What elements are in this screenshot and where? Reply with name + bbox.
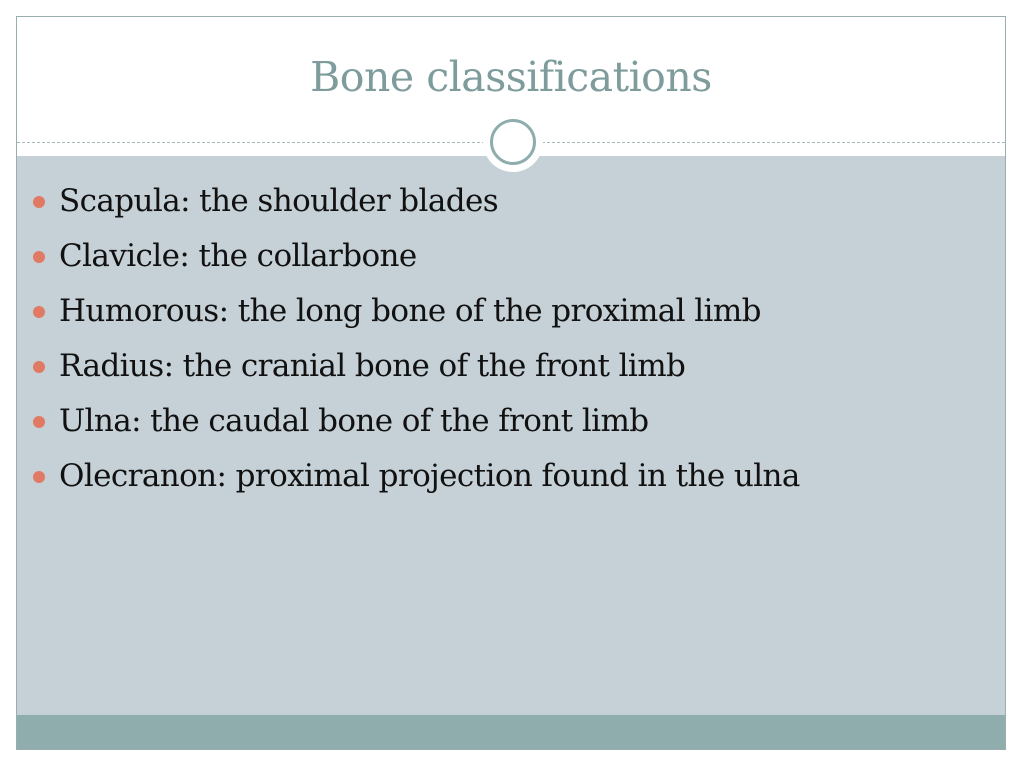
bullet-dot-icon [33, 471, 45, 483]
bullet-text: Scapula: the shoulder blades [59, 183, 499, 219]
bullet-dot-icon [33, 361, 45, 373]
footer-band [17, 715, 1005, 749]
list-item [30, 343, 800, 398]
bullet-text: Olecranon: proximal projection found in the ulna [59, 458, 800, 494]
bullet-text: Radius: the cranial bone of the front limb [59, 348, 686, 384]
list-item [30, 233, 800, 288]
list-item [30, 178, 800, 233]
bullet-list [30, 178, 800, 508]
bullet-text: Humorous: the long bone of the proximal limb [59, 293, 761, 329]
slide-title: Bone classifications [310, 53, 712, 101]
bullet-dot-icon [33, 306, 45, 318]
bullet-text: Clavicle: the collarbone [59, 238, 417, 274]
bullet-dot-icon [33, 251, 45, 263]
list-item [30, 453, 800, 508]
bullet-dot-icon [33, 416, 45, 428]
ornament-ring [490, 119, 536, 165]
bullet-dot-icon [33, 196, 45, 208]
list-item [30, 288, 800, 343]
circle-ornament-icon [483, 112, 543, 172]
bullet-text: Ulna: the caudal bone of the front limb [59, 403, 649, 439]
list-item [30, 398, 800, 453]
